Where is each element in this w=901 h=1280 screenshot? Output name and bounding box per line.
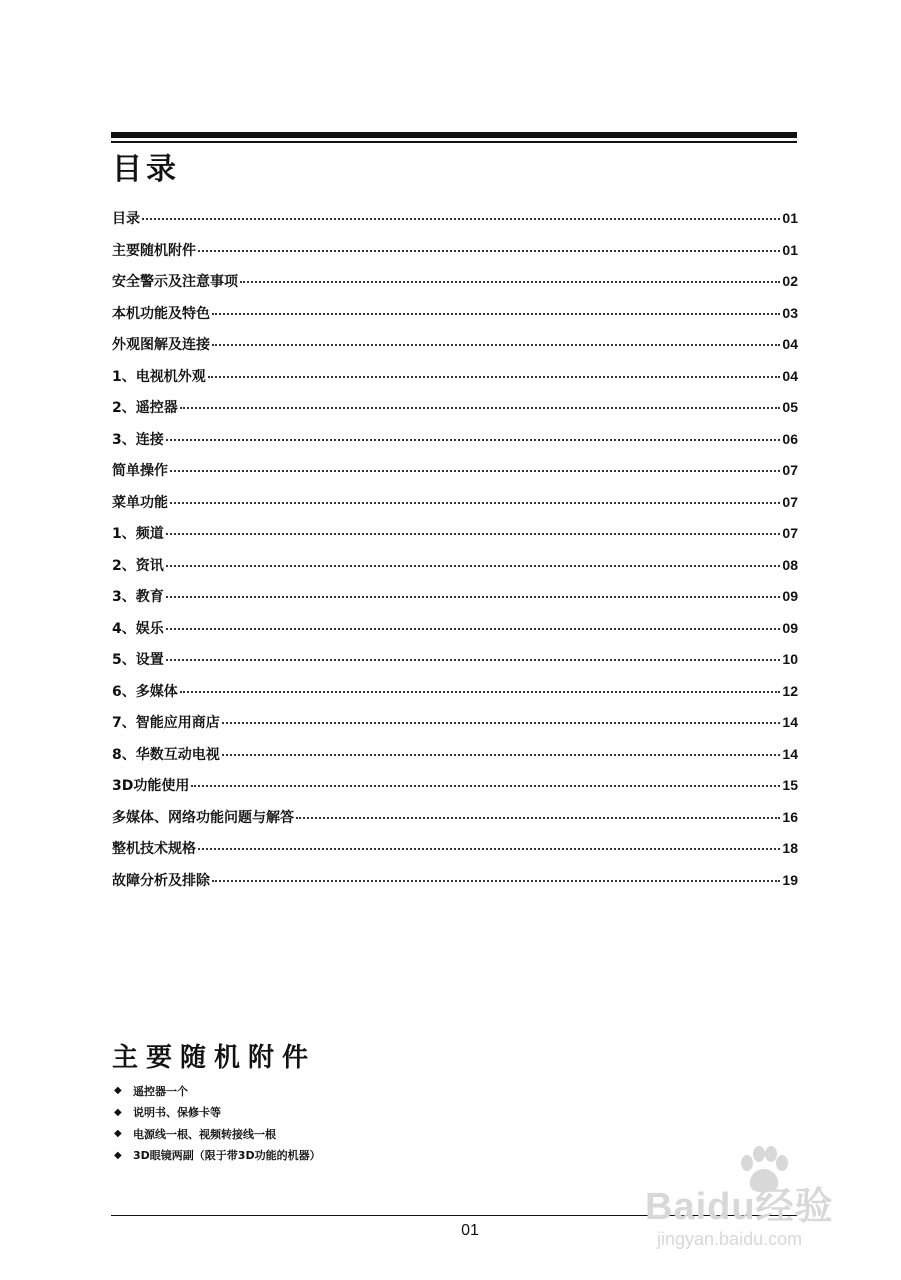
toc-entry-leader [212, 313, 780, 315]
toc-entry-leader [166, 565, 781, 567]
toc-entry-leader [166, 596, 781, 598]
watermark-url: jingyan.baidu.com [657, 1229, 803, 1249]
accessories-title: 主要随机附件 [112, 1043, 317, 1073]
toc-entry [112, 838, 798, 870]
toc-entry [112, 712, 798, 744]
toc-entry-page: 19 [782, 871, 798, 888]
toc-entry-leader [240, 281, 780, 283]
diamond-bullet-icon: ◆ [114, 1085, 122, 1097]
toc-entry-page: 09 [782, 588, 798, 604]
toc-entry-label: 6、多媒体 [112, 683, 178, 700]
toc-entry [112, 460, 798, 492]
accessory-item-text: 说明书、保修卡等 [133, 1106, 221, 1120]
toc-entry-page: 04 [782, 336, 798, 352]
toc-entry [112, 744, 798, 776]
toc-entry-label: 整机技术规格 [112, 841, 196, 857]
toc-entry [112, 555, 798, 587]
toc-entry [112, 807, 798, 839]
toc-entry [112, 618, 798, 650]
toc-entry-label: 2、资讯 [112, 557, 164, 574]
toc-entry [112, 240, 798, 272]
toc-entry-page: 07 [782, 525, 798, 541]
toc-entry-label: 外观图解及连接 [112, 337, 210, 353]
toc-entry-page: 14 [782, 714, 798, 730]
toc-entry-label: 菜单功能 [112, 494, 168, 511]
toc-entry [112, 870, 798, 902]
diamond-bullet-icon: ◆ [114, 1106, 122, 1118]
toc-entry-label: 多媒体、网络功能问题与解答 [112, 809, 294, 826]
toc-entry-page: 09 [782, 619, 798, 636]
accessory-item-text: 遥控器一个 [133, 1084, 188, 1098]
toc-entry-leader [166, 533, 781, 535]
toc-entry [112, 271, 798, 303]
accessory-item [114, 1102, 321, 1124]
accessory-item-text: 电源线一根、视频转接线一根 [133, 1127, 276, 1141]
toc-entry-label: 3、教育 [112, 589, 164, 605]
toc-entry-leader [191, 785, 780, 787]
toc-entry-leader [198, 250, 780, 252]
header-rule-thin [111, 141, 797, 143]
toc-entry-leader [170, 502, 780, 504]
diamond-bullet-icon: ◆ [114, 1149, 122, 1161]
toc-entry-label: 简单操作 [112, 463, 168, 479]
toc-entry-page: 12 [782, 682, 798, 699]
toc-entry [112, 366, 798, 398]
toc-entry-leader [222, 754, 781, 756]
toc-entry-page: 02 [782, 273, 798, 289]
toc-entry [112, 334, 798, 366]
toc-entry-label: 8、华数互动电视 [112, 746, 220, 763]
toc-entry-leader [212, 880, 780, 882]
toc-entry-label: 7、智能应用商店 [112, 715, 220, 731]
toc-entry-label: 安全警示及注意事项 [112, 274, 238, 290]
toc-entry-leader [166, 659, 781, 661]
toc-entry-leader [166, 628, 781, 630]
toc-entry-label: 1、频道 [112, 526, 164, 542]
toc-entry-leader [180, 691, 781, 693]
accessories-list [114, 1080, 321, 1166]
toc-entry-page: 04 [782, 367, 798, 384]
toc-entry-page: 10 [782, 651, 798, 667]
toc-entry [112, 303, 798, 335]
toc-entry-page: 14 [782, 745, 798, 762]
toc-entry-page: 05 [782, 399, 798, 415]
toc-entry-page: 06 [782, 430, 798, 447]
toc-entry-label: 4、娱乐 [112, 620, 164, 637]
toc-entry-page: 03 [782, 304, 798, 321]
toc-entry [112, 649, 798, 681]
accessory-item [114, 1080, 321, 1102]
toc-entry-page: 15 [782, 777, 798, 793]
toc-entry [112, 429, 798, 461]
toc-entry-label: 主要随机附件 [112, 242, 196, 259]
toc-entry-leader [208, 376, 781, 378]
toc-entry-label: 3D功能使用 [112, 778, 190, 794]
header-rule-thick [111, 132, 797, 138]
toc-entry-leader [222, 722, 781, 724]
toc-entry-leader [166, 439, 781, 441]
toc-entry-leader [180, 407, 781, 409]
toc-entry [112, 586, 798, 618]
toc-entry-label: 故障分析及排除 [112, 872, 210, 889]
toc-entry-leader [212, 344, 780, 346]
toc-entry [112, 681, 798, 713]
toc-entry-label: 2、遥控器 [112, 400, 178, 416]
toc-entry [112, 492, 798, 524]
baidu-watermark [645, 1145, 895, 1265]
diamond-bullet-icon: ◆ [114, 1128, 122, 1140]
toc-title: 目录 [112, 152, 180, 187]
toc-entry [112, 775, 798, 807]
toc-entry [112, 397, 798, 429]
toc-entry-leader [142, 218, 780, 220]
toc-entry [112, 208, 798, 240]
toc-entry-page: 16 [782, 808, 798, 825]
toc-entry-leader [296, 817, 780, 819]
toc-entry-page: 07 [782, 493, 798, 510]
toc-entry-label: 3、连接 [112, 431, 164, 448]
toc-entry-leader [170, 470, 780, 472]
toc-entry-page: 01 [782, 241, 798, 258]
toc-entry [112, 523, 798, 555]
accessory-item-text: 3D眼镜两副（限于带3D功能的机器） [133, 1149, 321, 1163]
toc-entry-page: 08 [782, 556, 798, 573]
toc-entry-page: 18 [782, 840, 798, 856]
accessory-item [114, 1145, 321, 1167]
watermark-brand: Baidu经验 [645, 1186, 834, 1228]
toc-list [112, 208, 798, 901]
toc-entry-page: 07 [782, 462, 798, 478]
toc-entry-page: 01 [782, 210, 798, 226]
toc-entry-label: 1、电视机外观 [112, 368, 206, 385]
page-number: 01 [461, 1222, 479, 1239]
accessory-item [114, 1123, 321, 1145]
toc-entry-label: 5、设置 [112, 652, 164, 668]
toc-entry-label: 目录 [112, 211, 140, 227]
toc-entry-label: 本机功能及特色 [112, 305, 210, 322]
toc-entry-leader [198, 848, 780, 850]
